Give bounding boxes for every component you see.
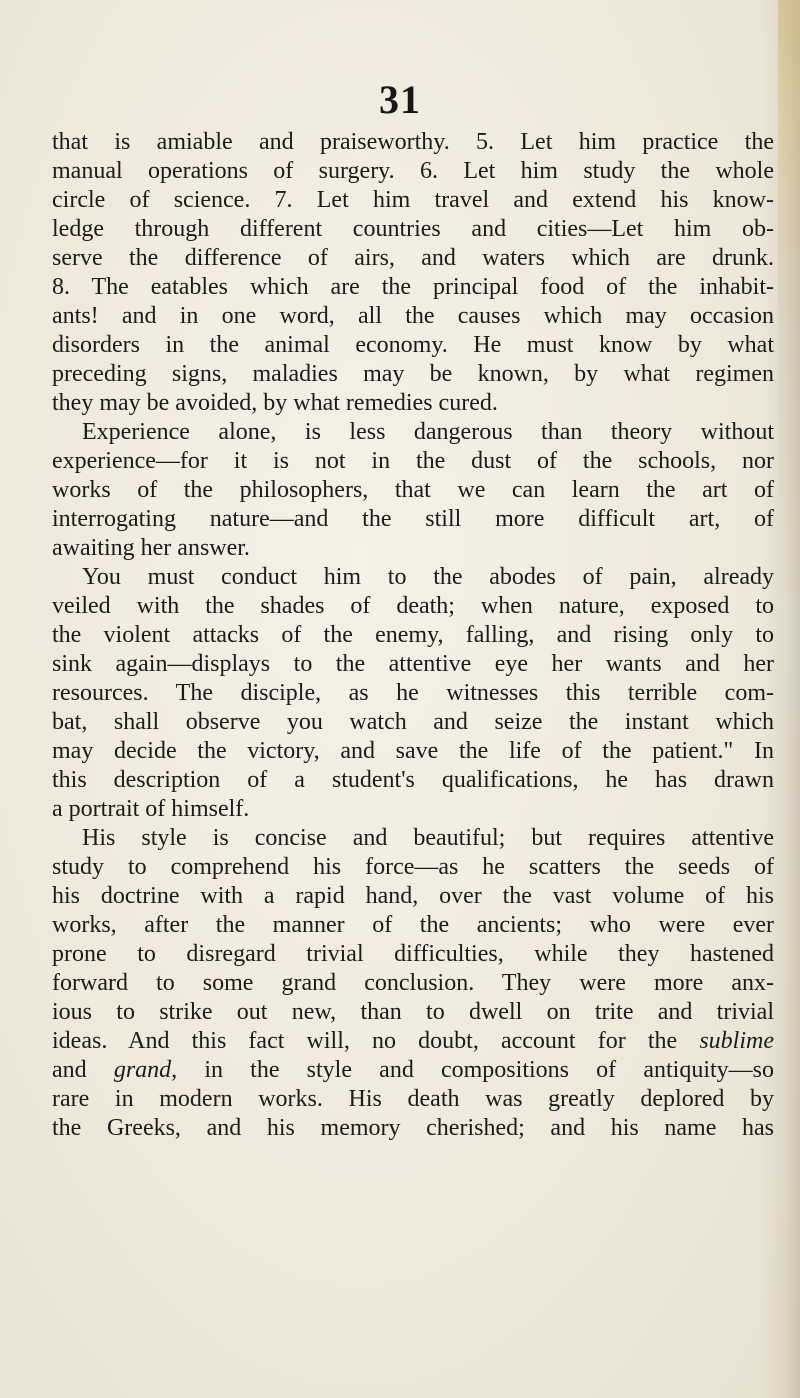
text-line: ideas. And this fact will, no doubt, account for the sublime	[52, 1028, 774, 1054]
text-line: study to comprehend his force—as he scatters the seeds of	[52, 854, 774, 880]
text-line: this description of a student's qualifications, he has drawn	[52, 767, 774, 793]
text-line: ants! and in one word, all the causes which may occasion	[52, 303, 774, 329]
text-line: rare in modern works. His death was greatly deplored by	[52, 1086, 774, 1112]
text-line: that is amiable and praiseworthy. 5. Let him practice the	[52, 129, 774, 155]
text-line: disorders in the animal economy. He must know by what	[52, 332, 774, 358]
text-line: they may be avoided, by what remedies cured.	[52, 390, 498, 416]
text-line: awaiting her answer.	[52, 535, 250, 561]
text-line: and grand, in the style and compositions of antiquity—so	[52, 1057, 774, 1083]
text-line: bat, shall observe you watch and seize the instant which	[52, 709, 774, 735]
text-line: veiled with the shades of death; when nature, exposed to	[52, 593, 774, 619]
text-line: manual operations of surgery. 6. Let him study the whole	[52, 158, 774, 184]
text-line: interrogating nature—and the still more difficult art, of	[52, 506, 774, 532]
paragraph-start-line: You must conduct him to the abodes of pain, already	[82, 564, 774, 590]
page-number: 31	[379, 77, 421, 122]
text-line: may decide the victory, and save the life of the patient." In	[52, 738, 774, 764]
body-text	[52, 128, 774, 1143]
text-line: serve the difference of airs, and waters which are drunk.	[52, 245, 774, 271]
text-line: works, after the manner of the ancients; who were ever	[52, 912, 774, 938]
text-line: the violent attacks of the enemy, falling, and rising only to	[52, 622, 774, 648]
text-line: resources. The disciple, as he witnesses this terrible com-	[52, 680, 774, 706]
page-edge-stain	[778, 0, 800, 1398]
text-line: ious to strike out new, than to dwell on trite and trivial	[52, 999, 774, 1025]
text-line: his doctrine with a rapid hand, over the vast volume of his	[52, 883, 774, 909]
text-line: 8. The eatables which are the principal food of the inhabit-	[52, 274, 774, 300]
text-line: preceding signs, maladies may be known, by what regimen	[52, 361, 774, 387]
text-line: sink again—displays to the attentive eye her wants and her	[52, 651, 774, 677]
text-line: forward to some grand conclusion. They were more anx-	[52, 970, 774, 996]
paragraph-start-line: Experience alone, is less dangerous than theory without	[82, 419, 774, 445]
text-line: circle of science. 7. Let him travel and extend his know-	[52, 187, 774, 213]
paragraph-start-line: His style is concise and beautiful; but requires attentive	[82, 825, 774, 851]
text-line: prone to disregard trivial difficulties, while they hastened	[52, 941, 774, 967]
text-line: works of the philosophers, that we can learn the art of	[52, 477, 774, 503]
text-line: experience—for it is not in the dust of the schools, nor	[52, 448, 774, 474]
text-line: the Greeks, and his memory cherished; and his name has	[52, 1115, 774, 1141]
text-line: a portrait of himself.	[52, 796, 250, 822]
text-line: ledge through different countries and cities—Let him ob-	[52, 216, 774, 242]
